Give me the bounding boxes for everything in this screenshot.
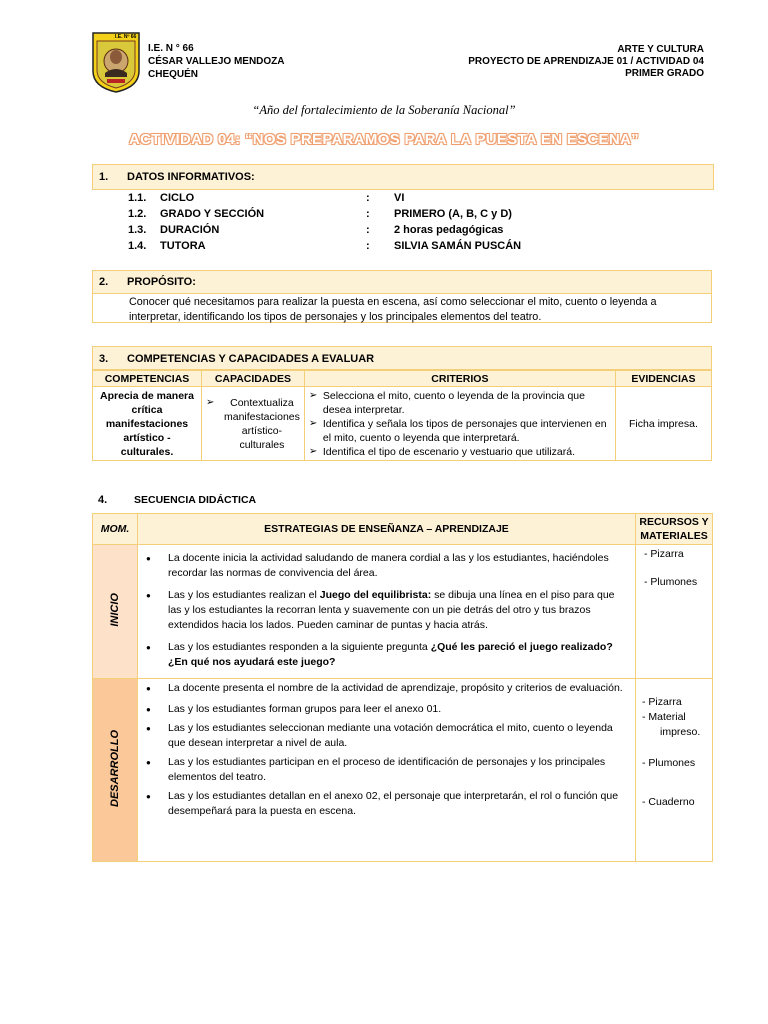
row-value: SILVIA SAMÁN PUSCÁN [394, 240, 522, 252]
proposito-text: Conocer qué necesitamos para realizar la puesta en escena, así como seleccionar el mito, cuento o leyenda a interpretar, identificando los tipos de personajes y los principales elementos del teatro. [129, 296, 657, 323]
secuencia-number: 4. [98, 494, 108, 506]
row-number: 1.4. [128, 240, 147, 252]
criterio-item: ➢ Selecciona el mito, cuento o leyenda de la provincia que desea interpretar. [309, 389, 611, 417]
datos-row [92, 224, 712, 240]
capacidad-text: ➢ Contextualiza manifestaciones artístico-culturales [206, 396, 300, 452]
inicio-label: INICIO [109, 593, 121, 627]
row-value: PRIMERO (A, B, C y D) [394, 208, 512, 220]
inicio-item [138, 588, 629, 633]
resource-item: - Pizarra [644, 548, 684, 560]
criterios-cell [304, 387, 615, 461]
desarrollo-item: ● La docente presenta el nombre de la actividad de aprendizaje, propósito y criterios de evaluación. [138, 681, 629, 696]
datos-row [92, 192, 712, 208]
datos-title: DATOS INFORMATIVOS: [127, 171, 255, 183]
row-separator: : [366, 224, 370, 236]
competencia-cell: Aprecia de manera crítica manifestaciones artístico - culturales. [93, 387, 202, 461]
logo-text: I.E. Nº 66 [115, 34, 137, 40]
datos-number: 1. [99, 171, 109, 183]
school-info [148, 42, 285, 81]
activity-title: ACTIVIDAD 04: “NOS PREPARAMOS PARA LA PUESTA EN ESCENA” [129, 131, 639, 148]
competencias-table [92, 370, 712, 461]
item-text: Las y los estudiantes responden a la siguiente pregunta [168, 641, 431, 653]
course-project: PROYECTO DE APRENDIZAJE 01 / ACTIVIDAD 04 [468, 56, 704, 67]
datos-row [92, 240, 712, 256]
competencias-number: 3. [99, 353, 109, 365]
capacidad-cell [202, 387, 305, 461]
inicio-item [138, 640, 629, 670]
resource-item: - Material [642, 711, 686, 723]
row-value: 2 horas pedagógicas [394, 224, 504, 236]
competencias-section [92, 346, 712, 461]
resource-item: - Pizarra [642, 696, 682, 708]
datos-header [92, 164, 714, 190]
desarrollo-item: ● Las y los estudiantes forman grupos para leer el anexo 01. [138, 702, 629, 717]
desarrollo-item: ● Las y los estudiantes participan en el proceso de identificación de personajes y los principales elementos del teatro. [138, 755, 629, 785]
competencias-title: COMPETENCIAS Y CAPACIDADES A EVALUAR [127, 353, 375, 365]
school-number: I.E. N ° 66 [148, 43, 194, 54]
col-capacidades: CAPACIDADES [202, 371, 305, 387]
proposito-title: PROPÓSITO: [127, 276, 196, 288]
desarrollo-item: ● Las y los estudiantes detallan en el anexo 02, el personaje que interpretarán, el rol o función que desempeñará para la puesta en escena. [138, 789, 629, 819]
school-logo [91, 31, 141, 93]
col-competencias: COMPETENCIAS [93, 371, 202, 387]
criterio-item: ➢ Identifica el tipo de escenario y vestuario que utilizará. [309, 445, 611, 459]
desarrollo-resources [636, 679, 713, 862]
proposito-number: 2. [99, 276, 109, 288]
item-bold: ¿Qué les pareció el juego realizado? ¿En qué nos ayudará este juego? [168, 641, 613, 668]
row-separator: : [366, 240, 370, 252]
row-number: 1.2. [128, 208, 147, 220]
resource-item: - Plumones [642, 757, 696, 769]
row-number: 1.1. [128, 192, 147, 204]
item-bold: Juego del equilibrista: [319, 589, 432, 601]
proposito-header [93, 271, 711, 294]
desarrollo-item: ● Las y los estudiantes seleccionan mediante una votación democrática el mito, cuento o leyenda que desean interpretar a nivel de aula. [138, 721, 629, 751]
row-separator: : [366, 208, 370, 220]
secuencia-table [92, 513, 713, 862]
school-name: CÉSAR VALLEJO MENDOZA [148, 56, 285, 67]
row-label: GRADO Y SECCIÓN [160, 208, 265, 220]
competencias-header [92, 346, 712, 370]
desarrollo-cell [93, 679, 138, 862]
secuencia-heading [92, 494, 256, 506]
col-estrategias: ESTRATEGIAS DE ENSEÑANZA – APRENDIZAJE [138, 514, 636, 545]
inicio-strategies [138, 545, 636, 679]
datos-row [92, 208, 712, 224]
datos-list [92, 192, 712, 256]
row-label: CICLO [160, 192, 195, 204]
row-number: 1.3. [128, 224, 147, 236]
secuencia-title: SECUENCIA DIDÁCTICA [134, 494, 257, 506]
year-motto: “Año del fortalecimiento de la Soberanía Nacional” [252, 103, 516, 117]
inicio-item: ● La docente inicia la actividad saludando de manera cordial a las y los estudiantes, haciéndoles recordar las normas de convivencia del área. [138, 551, 629, 581]
school-location: CHEQUÉN [148, 69, 199, 80]
inicio-resources [636, 545, 713, 679]
resource-item: - Plumones [644, 576, 698, 588]
row-separator: : [366, 192, 370, 204]
course-info [468, 44, 704, 80]
desarrollo-label: DESARROLLO [109, 730, 121, 807]
col-mom: MOM. [93, 514, 138, 545]
resource-item: impreso. [660, 726, 701, 738]
col-criterios: CRITERIOS [304, 371, 615, 387]
course-grade: PRIMER GRADO [625, 68, 704, 79]
evidencia-cell: Ficha impresa. [615, 387, 711, 461]
course-area: ARTE Y CULTURA [617, 44, 704, 55]
item-text: se dibuja una línea en el piso para que las y los estudiantes la recorran lenta y suavemente con un pie detrás del otro y tus brazos extendidos hacia los lados. Pueden caminar de puntas y hacia atrás. [168, 589, 615, 631]
desarrollo-strategies [138, 679, 636, 862]
row-value: VI [394, 192, 405, 204]
resource-item: - Cuaderno [642, 796, 695, 808]
item-text: Las y los estudiantes realizan el [168, 589, 320, 601]
row-label: TUTORA [160, 240, 206, 252]
col-recursos: RECURSOS Y MATERIALES [636, 514, 713, 545]
inicio-cell [93, 545, 138, 679]
row-label: DURACIÓN [160, 224, 220, 236]
criterio-item: ➢ Identifica y señala los tipos de personajes que intervienen en el mito, cuento o leyenda que interpretará. [309, 417, 611, 445]
col-evidencias: EVIDENCIAS [615, 371, 711, 387]
proposito-box [92, 270, 712, 323]
